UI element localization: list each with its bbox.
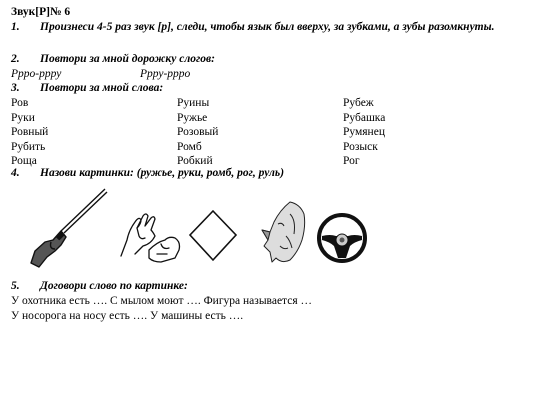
section-number: 1. xyxy=(11,21,20,33)
hands-icon xyxy=(117,210,185,265)
syllable-2: Ррру-ррро xyxy=(140,68,191,80)
section-number: 5. xyxy=(11,280,20,292)
section-text: Повтори за мной дорожку слогов: xyxy=(40,53,215,65)
section-text: Договори слово по картинке: xyxy=(40,280,188,292)
section-2 xyxy=(11,52,215,66)
word-column-1 xyxy=(11,96,48,169)
section-5 xyxy=(11,279,188,293)
section-number: 4. xyxy=(11,167,20,179)
word: Ров xyxy=(11,97,29,109)
syllable-1: Ррро-ррру xyxy=(11,68,62,80)
word: Робкий xyxy=(177,155,213,167)
word: Розовый xyxy=(177,126,219,138)
section-text: Повтори за мной слова: xyxy=(40,82,164,94)
word: Рог xyxy=(343,155,360,167)
word-column-2 xyxy=(177,96,218,169)
word: Руки xyxy=(11,111,35,124)
rhombus-icon xyxy=(187,208,239,263)
section-1 xyxy=(11,20,516,34)
word: Роща xyxy=(11,155,37,167)
section-text: Произнеси 4-5 раз звук [р], следи, чтобы язык был вверху, за зубками, а зубы разомкнуты. xyxy=(40,21,495,33)
syllable-row xyxy=(11,67,311,81)
section-3 xyxy=(11,81,163,95)
section-number: 2. xyxy=(11,53,20,65)
word: Ровный xyxy=(11,126,49,138)
word: Ромб xyxy=(177,140,202,153)
word: Рубашка xyxy=(343,111,386,124)
section-text: Назови картинки: (ружье, руки, ромб, рог, руль) xyxy=(40,167,285,179)
word: Румянец xyxy=(343,126,385,138)
section-number: 3. xyxy=(11,82,20,94)
section-4 xyxy=(11,166,284,180)
word-column-3 xyxy=(343,96,385,169)
rhino-icon xyxy=(260,200,310,265)
word: Руины xyxy=(177,97,210,109)
finish-sentence-line: У носорога на носу есть …. У машины есть …. xyxy=(11,310,244,322)
word: Ружье xyxy=(177,111,208,124)
word: Розыск xyxy=(343,140,378,153)
word: Рубеж xyxy=(343,97,374,109)
finish-sentence-line: У охотника есть …. С мылом моют …. Фигура называется … xyxy=(11,295,312,307)
steering-wheel-icon xyxy=(316,212,368,264)
rifle-icon xyxy=(27,185,112,270)
worksheet-title: Звук[Р]№ 6 xyxy=(11,6,71,18)
picture-row xyxy=(27,180,387,270)
word: Рубить xyxy=(11,140,46,153)
